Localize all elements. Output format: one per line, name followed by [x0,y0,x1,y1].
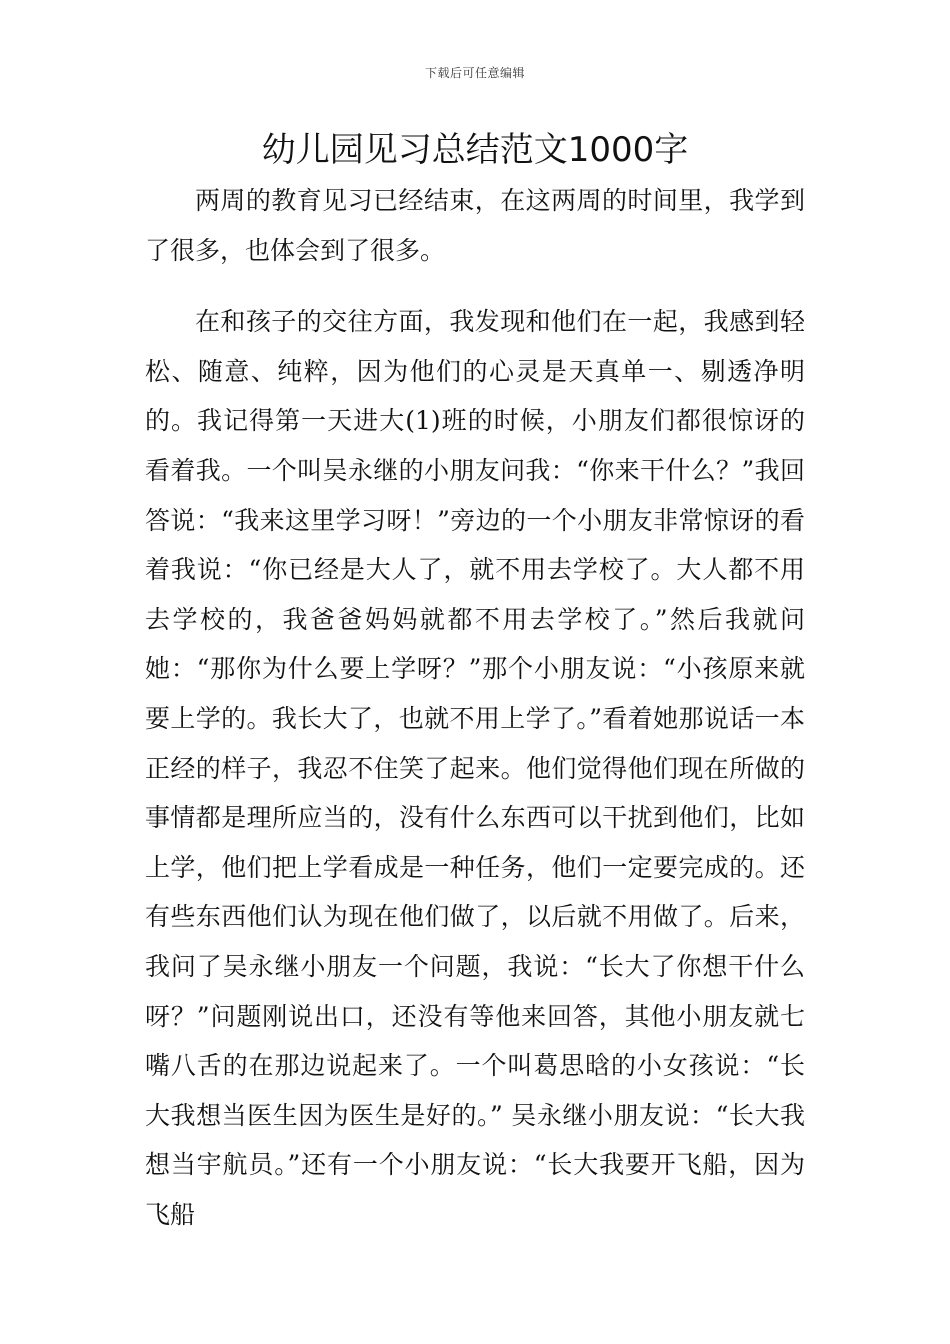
document-title: 幼儿园见习总结范文1000字 [261,130,689,170]
document-body [145,176,805,1239]
page-header-note: 下载后可任意编辑 [424,66,525,80]
paragraph-interaction: 在和孩子的交往方面，我发现和他们在一起，我感到轻松、随意、纯粹，因为他们的心灵是天真单一、剔透净明的。我记得第一天进大(1)班的时候，小朋友们都很惊讶的看着我。一个叫吴永继的小朋友问我：“你来干什么？”我回答说：“我来这里学习呀！”旁边的一个小朋友非常惊讶的看着我说：“你已经是大人了，就不用去学校了。大人都不用去学校的，我爸爸妈妈就都不用去学校了。”然后我就问她：“那你为什么要上学呀？”那个小朋友说：“小孩原来就要上学的。我长大了，也就不用上学了。”看着她那说话一本正经的样子，我忍不住笑了起来。他们觉得他们现在所做的事情都是理所应当的，没有什么东西可以干扰到他们，比如上学，他们把上学看成是一种任务，他们一定要完成的。还有些东西他们认为现在他们做了，以后就不用做了。后来，我问了吴永继小朋友一个问题，我说：“长大了你想干什么呀？”问题刚说出口，还没有等他来回答，其他小朋友就七嘴八舌的在那边说起来了。一个叫葛思晗的小女孩说：“长大我想当医生因为医生是好的。” 吴永继小朋友说：“长大我想当宇航员。”还有一个小朋友说：“长大我要开飞船，因为飞船 [145,307,805,1229]
paragraph-intro: 两周的教育见习已经结束，在这两周的时间里，我学到了很多，也体会到了很多。 [145,186,805,265]
